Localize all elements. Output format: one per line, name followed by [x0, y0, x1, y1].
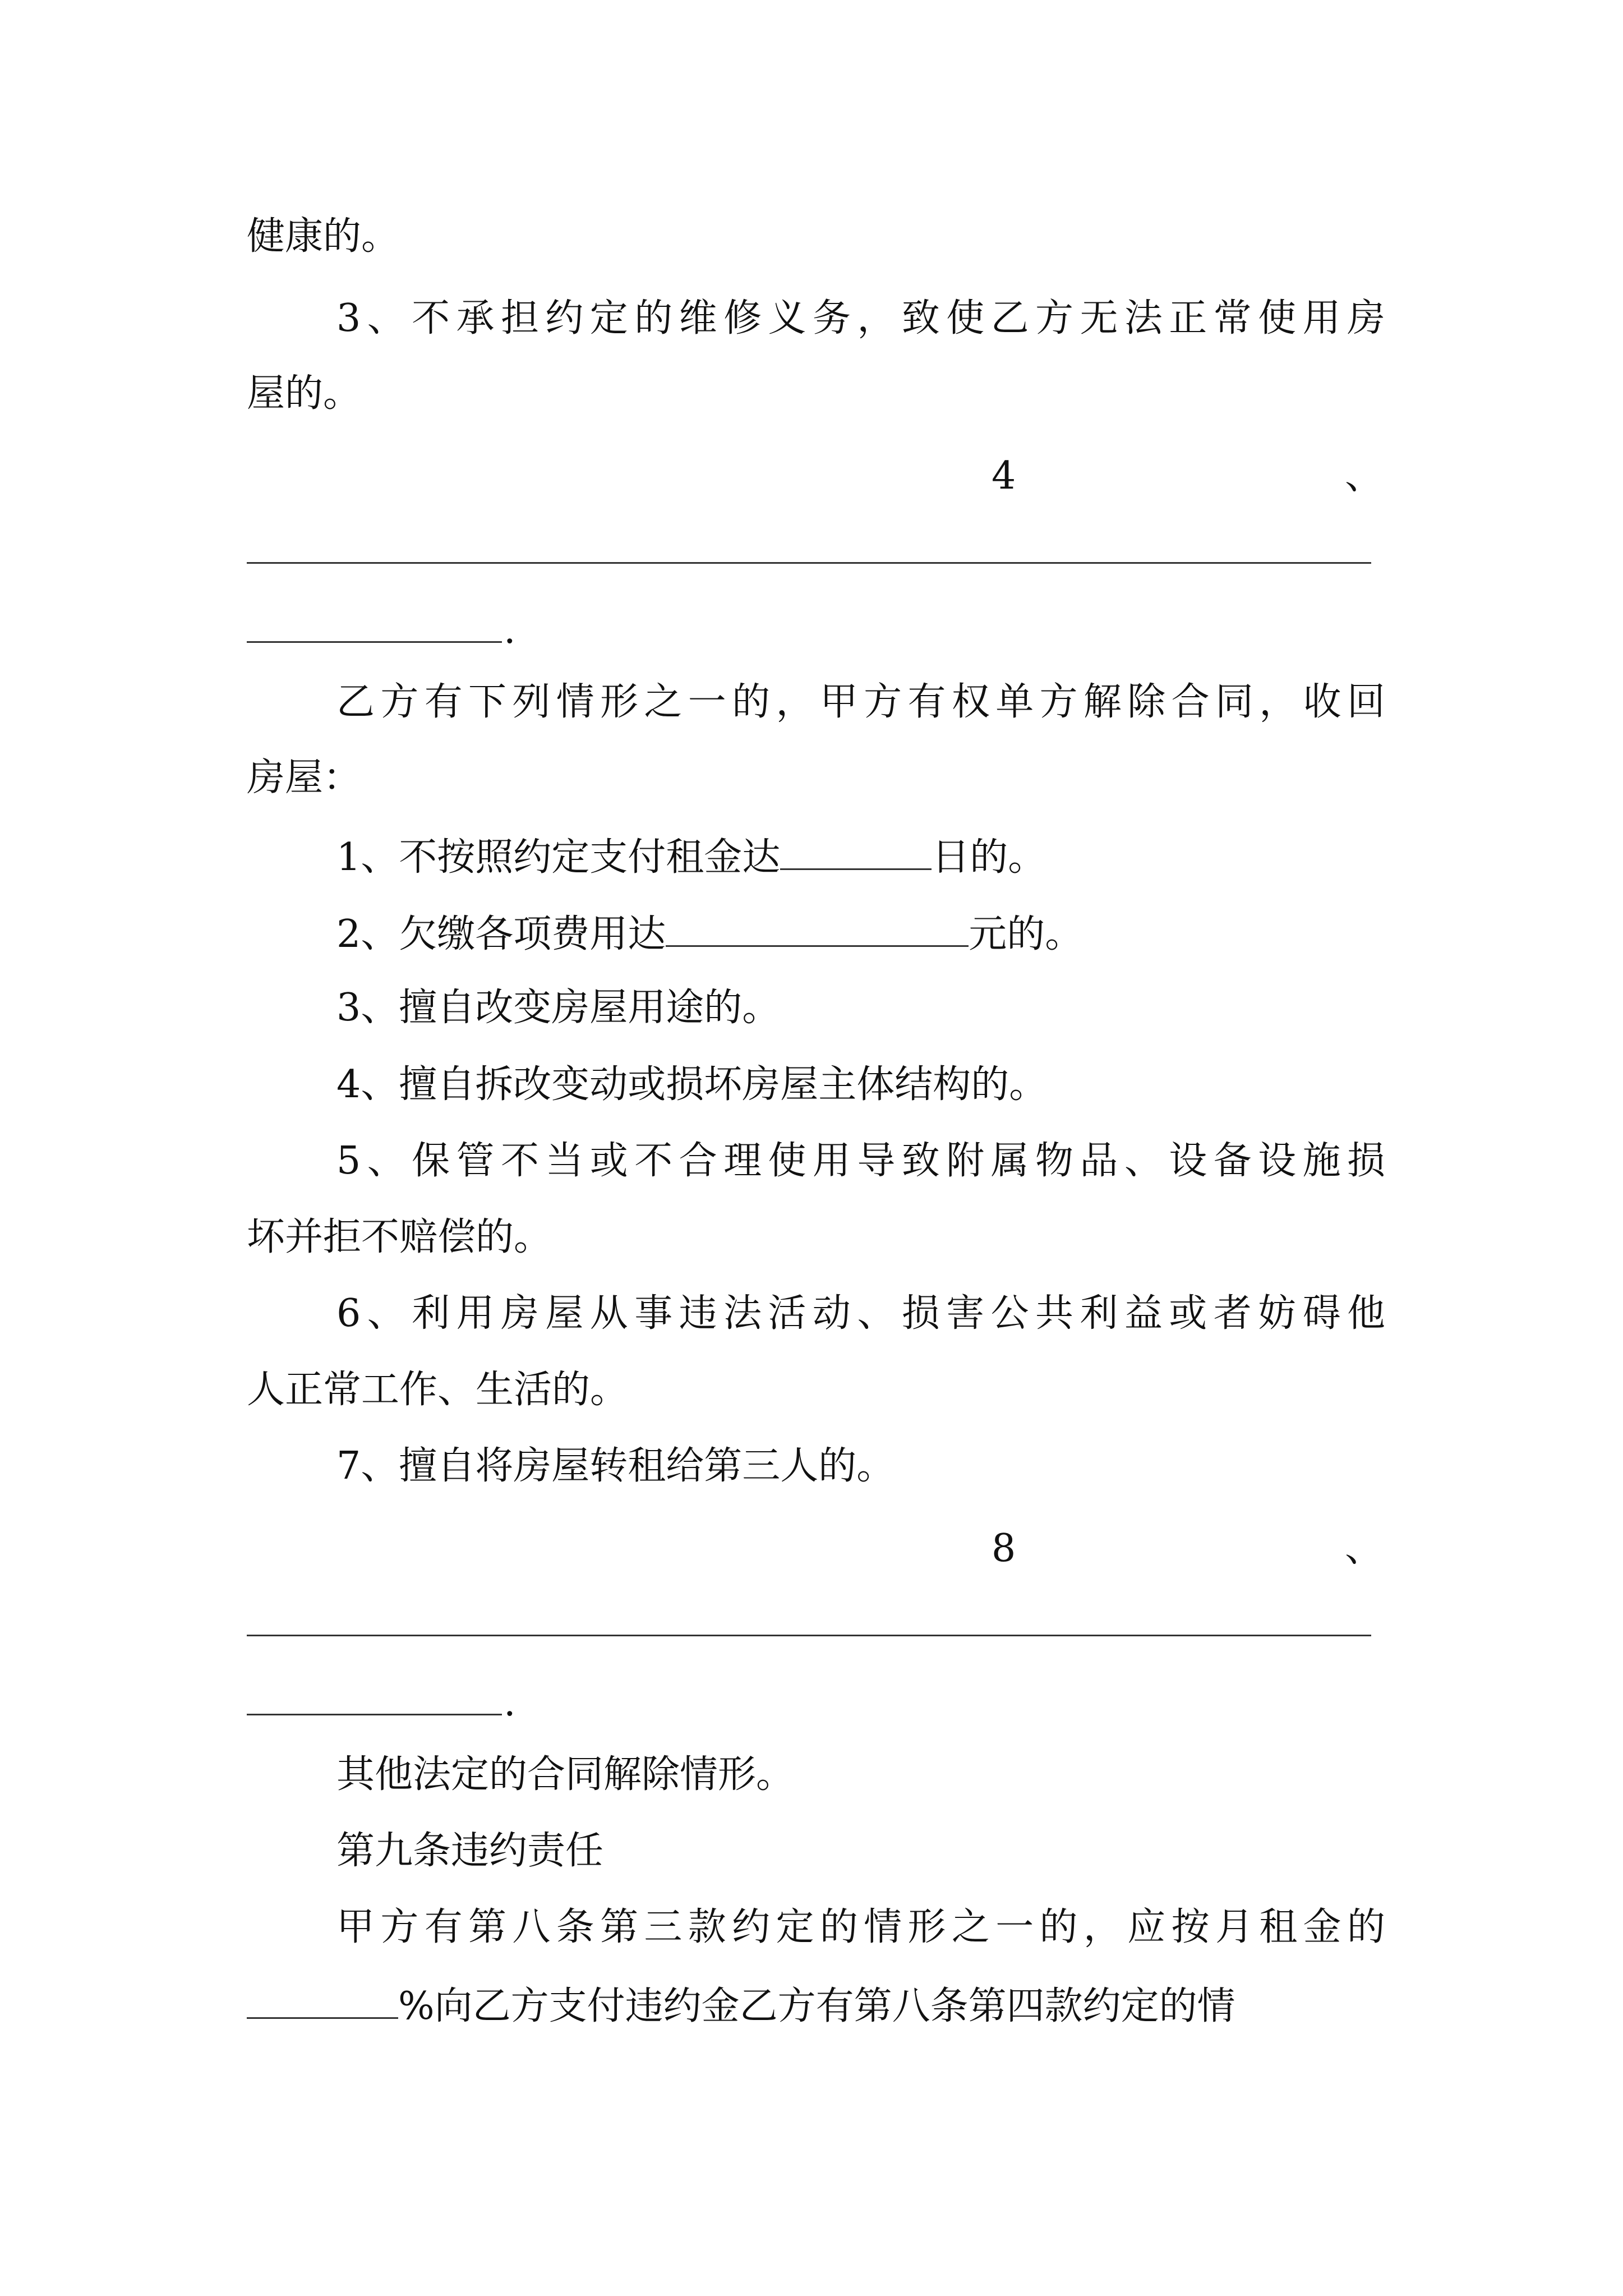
penalty-percent-blank[interactable] — [247, 1985, 398, 2019]
article-9-line2 — [247, 1985, 1385, 2026]
tenant-clause-1-suffix: 日的。 — [932, 835, 1046, 880]
landlord-clause-3-line1: 3、不承担约定的维修义务，致使乙方无法正常使用房 — [336, 296, 1385, 341]
item-4-period: . — [504, 608, 516, 652]
item-8-number: 8 — [992, 1526, 1016, 1571]
tenant-clause-1-text: 1、不按照约定支付租金达 — [336, 835, 781, 880]
fees-amount-blank[interactable] — [666, 913, 969, 947]
tenant-clause-6-line2: 人正常工作、生活的。 — [247, 1368, 629, 1412]
tenant-termination-intro-line1: 乙方有下列情形之一的，甲方有权单方解除合同，收回 — [336, 680, 1385, 724]
other-termination: 其他法定的合同解除情形。 — [336, 1752, 795, 1797]
tenant-clause-4: 4、擅自拆改变动或损坏房屋主体结构的。 — [336, 1062, 1048, 1107]
item-4-number: 4 — [992, 454, 1016, 498]
item-4-blank-line — [247, 562, 1371, 564]
article-9-line2-text: %向乙方支付违约金乙方有第八条第四款约定的情 — [398, 1984, 1235, 2028]
item-4-blank-line-short — [247, 641, 502, 643]
tenant-clause-2-suffix: 元的。 — [969, 912, 1083, 956]
tenant-clause-5-line2: 坏并拒不赔偿的。 — [247, 1215, 552, 1259]
item-8-blank-line-short — [247, 1714, 502, 1715]
tenant-clause-6-line1: 6、利用房屋从事违法活动、损害公共利益或者妨碍他 — [336, 1291, 1385, 1336]
tenant-termination-intro-line2: 房屋： — [247, 756, 362, 800]
item-8-mark: 、 — [1345, 1526, 1384, 1571]
rent-days-blank[interactable] — [780, 836, 932, 870]
tenant-clause-2 — [336, 913, 1083, 954]
tenant-clause-1 — [336, 835, 1046, 880]
tenant-clause-3: 3、擅自改变房屋用途的。 — [336, 986, 781, 1030]
paragraph-tail: 健康的。 — [247, 214, 400, 259]
landlord-clause-3-line2: 屋的。 — [247, 371, 362, 416]
item-4-mark: 、 — [1345, 454, 1384, 498]
item-8-period: . — [504, 1681, 516, 1725]
item-8-blank-line — [247, 1635, 1371, 1636]
tenant-clause-7: 7、擅自将房屋转租给第三人的。 — [336, 1444, 895, 1488]
tenant-clause-2-text: 2、欠缴各项费用达 — [336, 912, 666, 956]
tenant-clause-5-line1: 5、保管不当或不合理使用导致附属物品、设备设施损 — [336, 1139, 1385, 1183]
article-9-line1: 甲方有第八条第三款约定的情形之一的，应按月租金的 — [336, 1905, 1385, 1949]
article-9-title: 第九条违约责任 — [336, 1829, 604, 1873]
